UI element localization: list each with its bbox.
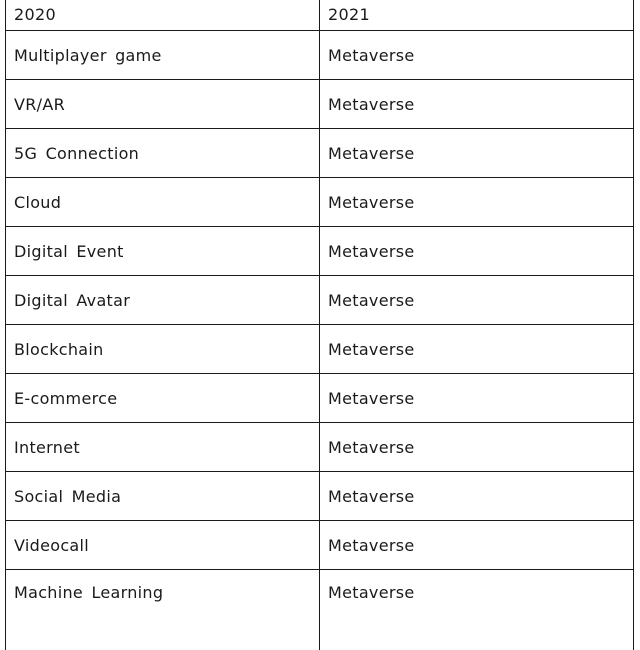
table-cell-2020: Digital Avatar	[6, 276, 320, 324]
table-cell-2021: Metaverse	[328, 192, 415, 212]
table-cell-2021: Metaverse	[328, 388, 415, 408]
table-cell-2020: 5G Connection	[6, 129, 320, 177]
table-cell-2020: Machine Learning	[6, 570, 320, 650]
table-row	[6, 423, 633, 472]
table-row	[6, 178, 633, 227]
table-cell-2020: Multiplayer game	[6, 31, 320, 79]
table-cell-2021: Metaverse	[328, 143, 415, 163]
table-row	[6, 80, 633, 129]
table-cell-2021: Metaverse	[328, 583, 415, 602]
table-cell-2020: Digital Event	[6, 227, 320, 275]
table-cell-2020: VR/AR	[6, 80, 320, 128]
table-cell-2021: Metaverse	[328, 437, 415, 457]
table-cell-2020: Videocall	[6, 521, 320, 569]
table-cell-2021: Metaverse	[328, 535, 415, 555]
table-row	[6, 325, 633, 374]
table-cell-2020: Cloud	[6, 178, 320, 226]
table-header-row	[6, 0, 633, 31]
table-row	[6, 570, 633, 650]
table-cell-2021: Metaverse	[328, 290, 415, 310]
table-cell-2021: Metaverse	[328, 94, 415, 114]
header-cell-2021: 2021	[328, 4, 370, 24]
table-cell-2021: Metaverse	[328, 486, 415, 506]
table-row	[6, 276, 633, 325]
header-cell-2020: 2020	[6, 0, 320, 30]
table-row	[6, 129, 633, 178]
comparison-table	[5, 0, 634, 650]
table-cell-2021: Metaverse	[328, 339, 415, 359]
table-cell-2020: Internet	[6, 423, 320, 471]
table-cell-2020: E-commerce	[6, 374, 320, 422]
table-cell-2021: Metaverse	[328, 241, 415, 261]
table-row	[6, 472, 633, 521]
table-row	[6, 227, 633, 276]
table-row	[6, 521, 633, 570]
table-cell-2021: Metaverse	[328, 45, 415, 65]
table-cell-2020: Blockchain	[6, 325, 320, 373]
table-row	[6, 31, 633, 80]
table-cell-2020: Social Media	[6, 472, 320, 520]
table-row	[6, 374, 633, 423]
